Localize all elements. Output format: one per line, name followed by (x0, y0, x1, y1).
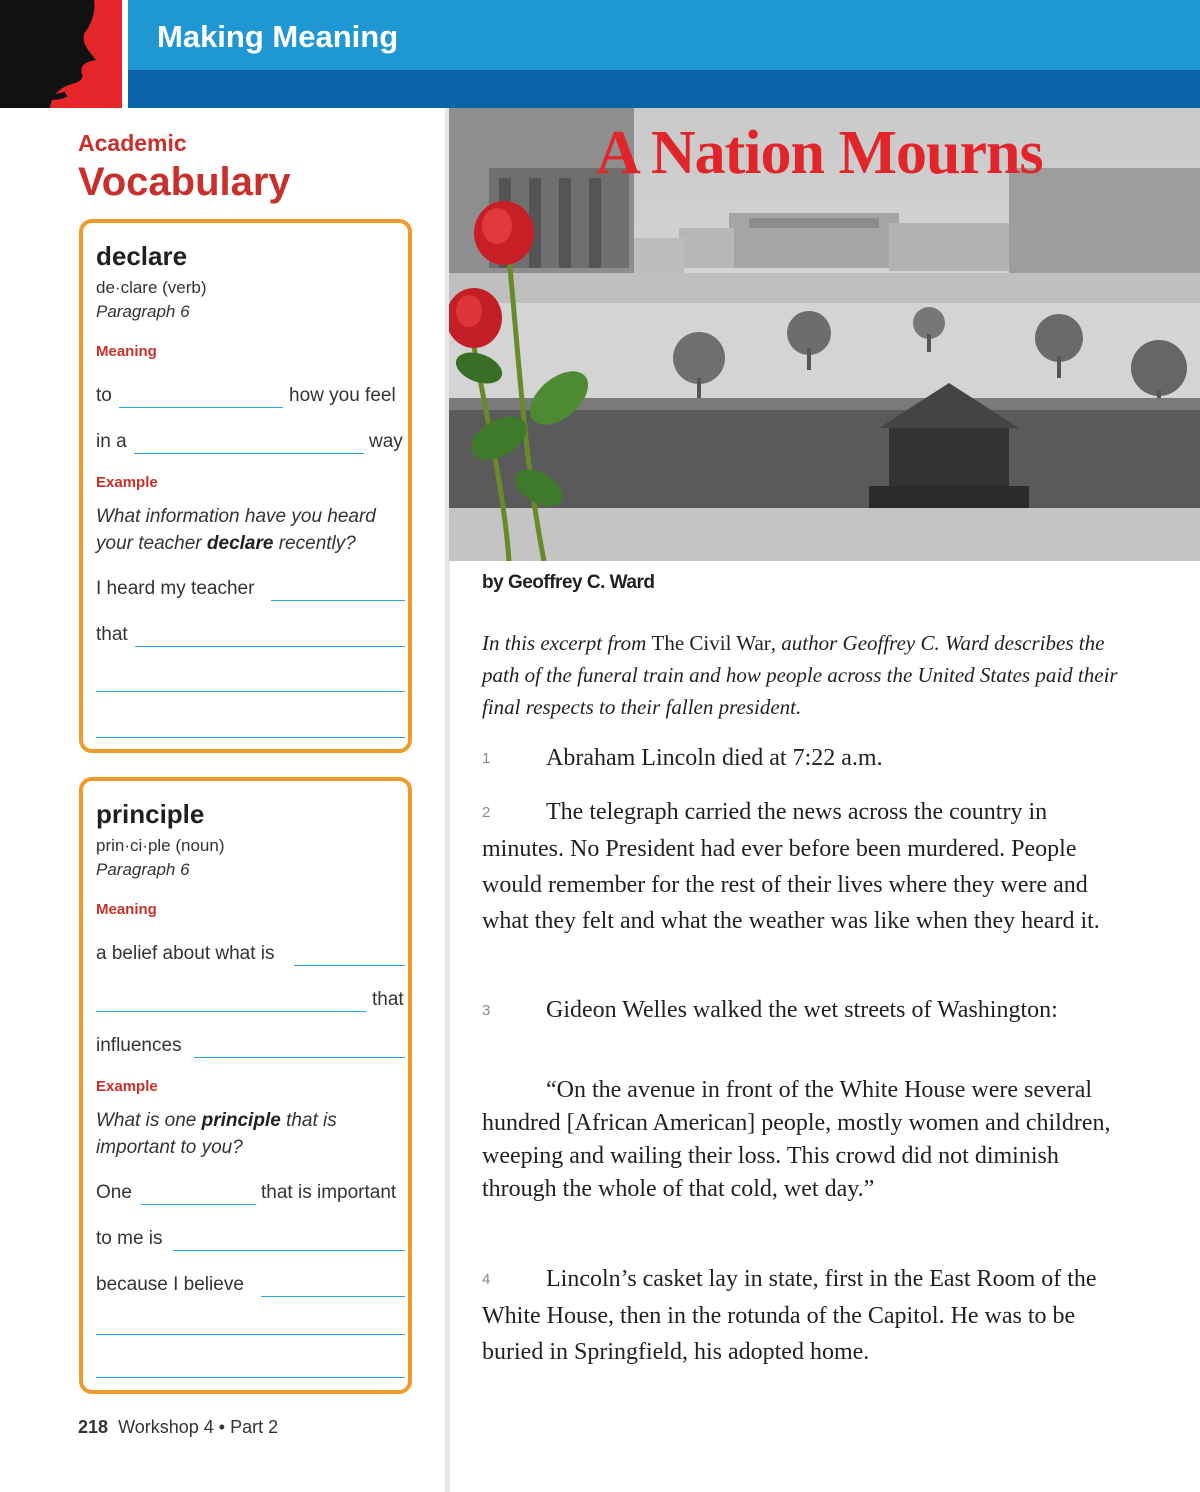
meaning-text: influences (96, 1035, 182, 1056)
blank-line[interactable] (194, 1057, 405, 1058)
meaning-label: Meaning (96, 343, 157, 360)
vocab-word: principle (96, 799, 205, 829)
meaning-label: Meaning (96, 901, 157, 918)
meaning-text: that (372, 989, 404, 1010)
paragraph-number: 3 (482, 1002, 491, 1019)
paragraph-2: 2 The telegraph carried the news across the country in minutes. No President had ever before been murdered. People would remember for the rest of their lives where they were and what they felt and what the weather was like when they heard it. (482, 794, 1122, 939)
paragraph-ref: Paragraph 6 (96, 302, 190, 321)
sentence-frame: because I believe (96, 1274, 244, 1295)
paragraph-number: 1 (482, 750, 491, 767)
blank-line[interactable] (135, 646, 405, 647)
example-label: Example (96, 474, 158, 491)
example-label: Example (96, 1078, 158, 1095)
example-question: What is one principle that is important to you? (96, 1110, 337, 1158)
vocab-kicker: Academic (78, 130, 187, 156)
emblem-gap (122, 0, 128, 108)
meaning-text: how you feel (289, 385, 396, 406)
paragraph-ref: Paragraph 6 (96, 860, 190, 879)
blank-line[interactable] (271, 600, 405, 601)
pronunciation: prin·ci·ple (noun) (96, 836, 225, 855)
speaking-head-icon (0, 0, 122, 108)
section-emblem (0, 0, 122, 108)
blank-line[interactable] (173, 1250, 405, 1251)
paragraph-number: 4 (482, 1271, 491, 1288)
paragraph-4: 4 Lincoln’s casket lay in state, first in the East Room of the White House, then in the rotunda of the Capitol. He was to be buried in Springfield, his adopted home. (482, 1261, 1122, 1370)
example-question: What information have you heard your teacher declare recently? (96, 506, 376, 554)
pronunciation: de·clare (verb) (96, 278, 207, 297)
blank-line[interactable] (294, 965, 405, 966)
meaning-text: way (369, 431, 403, 452)
blank-line[interactable] (96, 737, 405, 738)
blank-line[interactable] (96, 1011, 366, 1012)
vocab-word: declare (96, 241, 188, 271)
page-number: 218 (78, 1417, 109, 1437)
vocab-heading: Vocabulary (78, 160, 291, 204)
page-footer (78, 1417, 278, 1438)
paragraph-1: 1 Abraham Lincoln died at 7:22 a.m. (482, 740, 1122, 777)
sentence-frame: that (96, 624, 128, 645)
blank-line[interactable] (96, 1334, 405, 1335)
blank-line[interactable] (119, 407, 283, 408)
vocab-card-principle (79, 777, 412, 1394)
header-band (0, 70, 1200, 108)
byline: by Geoffrey C. Ward (482, 572, 655, 593)
sentence-frame: One (96, 1182, 132, 1203)
paragraph-number: 2 (482, 804, 491, 821)
blank-line[interactable] (261, 1296, 405, 1297)
paragraph-3: 3 Gideon Welles walked the wet streets of Washington: (482, 992, 1122, 1029)
meaning-text: to (96, 385, 112, 406)
meaning-text: a belief about what is (96, 943, 275, 964)
section-title: Making Meaning (157, 19, 399, 54)
vocab-card-declare (79, 219, 412, 753)
meaning-text: in a (96, 431, 127, 452)
blank-line[interactable] (141, 1204, 256, 1205)
intro-text: In this excerpt from The Civil War, author Geoffrey C. Ward describes the path of the funeral train and how people across the United States paid their final respects to their fallen president. (482, 631, 1118, 719)
blank-line[interactable] (96, 691, 405, 692)
sentence-frame: that is important (261, 1182, 397, 1203)
story-title: A Nation Mourns (596, 119, 1043, 187)
blank-line[interactable] (96, 1377, 405, 1378)
part-label: Workshop 4 • Part 2 (118, 1417, 279, 1437)
block-quote: “On the avenue in front of the White House were several hundred [African American] people, mostly women and children, weeping and wailing their loss. This crowd did not diminish through the whole of that cold, wet day.” (482, 1077, 1111, 1202)
sentence-frame: I heard my teacher (96, 578, 255, 599)
blank-line[interactable] (134, 453, 364, 454)
sentence-frame: to me is (96, 1228, 163, 1249)
